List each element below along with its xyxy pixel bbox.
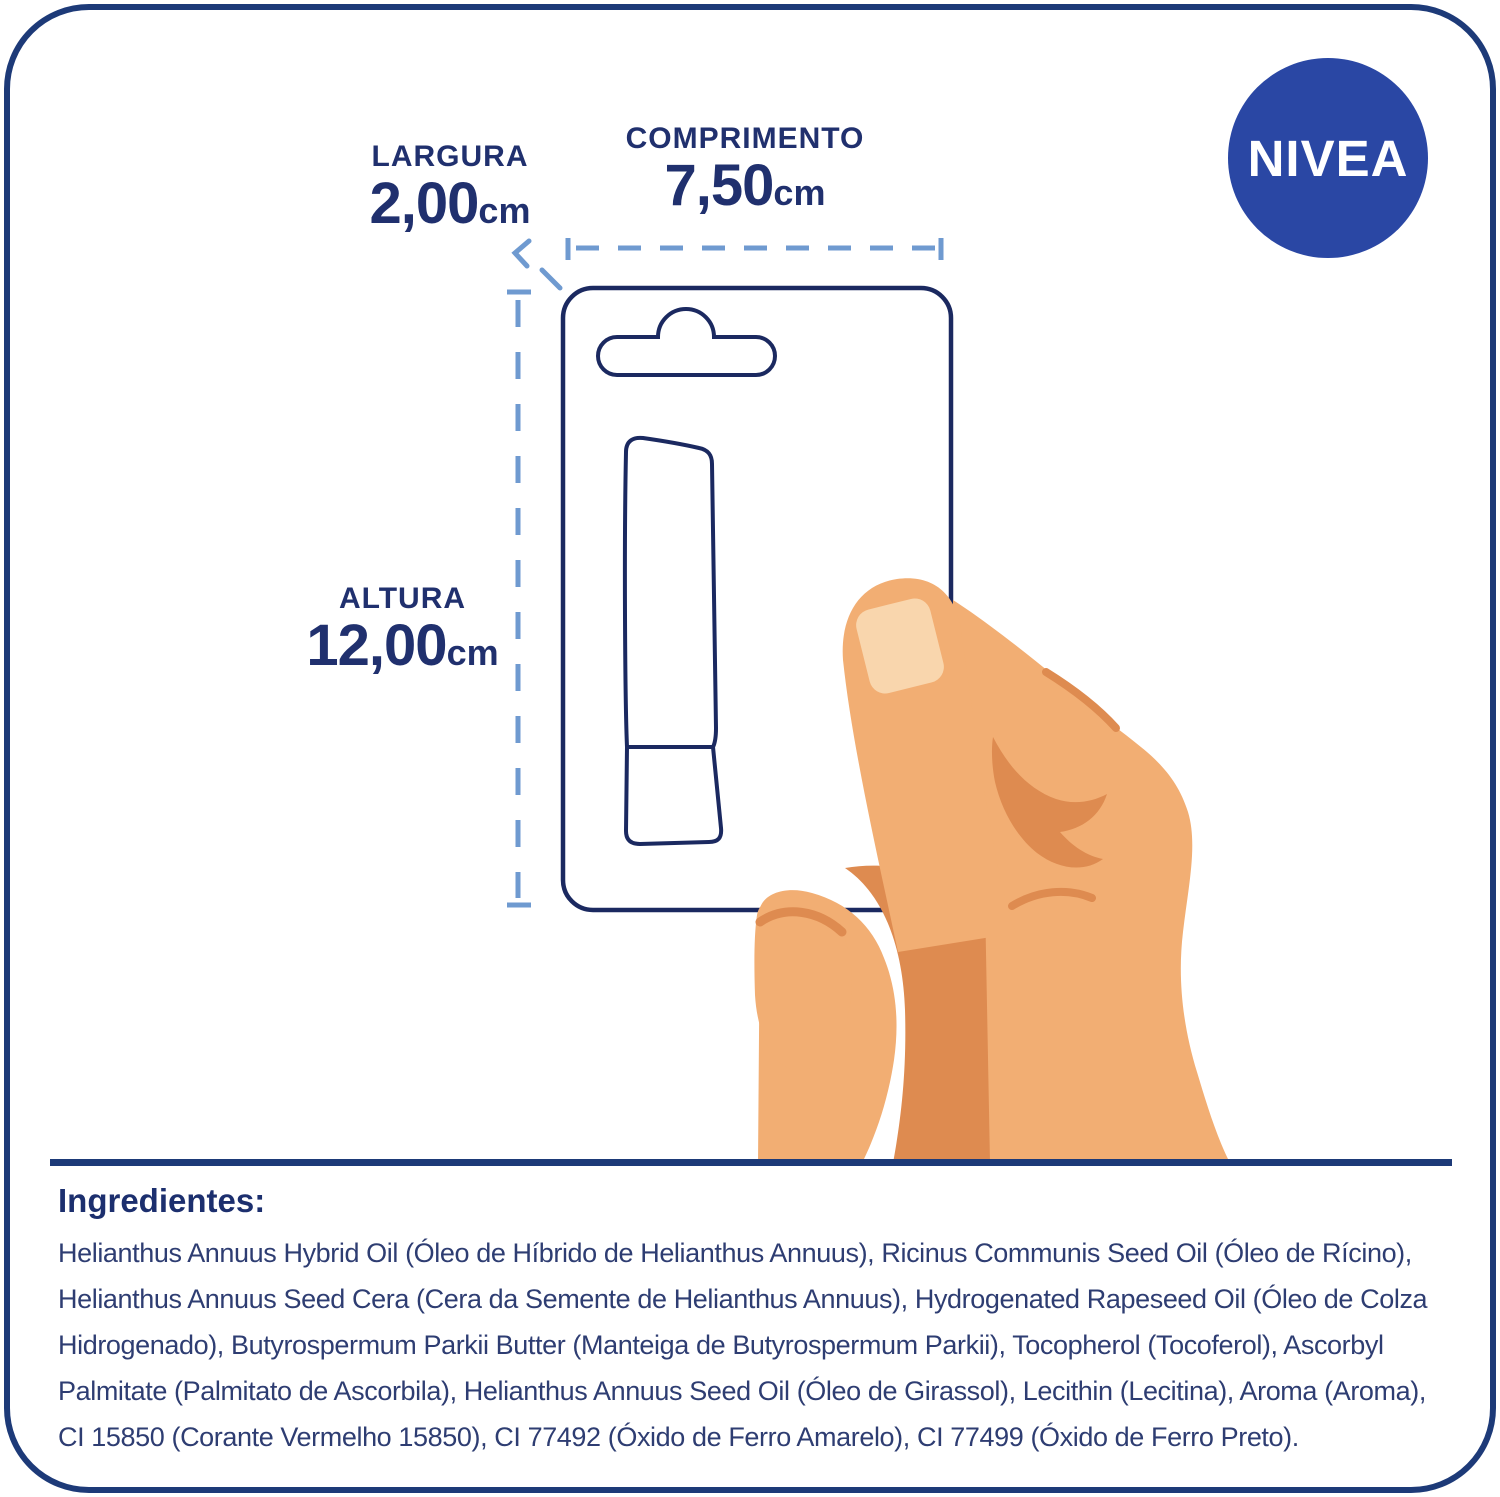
nivea-logo-text: NIVEA xyxy=(1247,129,1409,187)
ingredients-text: Helianthus Annuus Hybrid Oil (Óleo de Híbrido de Helianthus Annuus), Ricinus Communis Seed Oil (Óleo de Rícino), Helianthus Annuus Seed Cera (Cera da Semente de Helianthus Annuus), Hydrogenated Rapeseed Oil (Óleo de Colza Hidrogenado), Butyrospermum Parkii Butter (Manteiga de Butyrospermum Parkii), Tocopherol (Tocoferol), Ascorbyl Palmitate (Palmitato de Ascorbila), Helianthus Annuus Seed Oil (Óleo de Girassol), Lecithin (Lecitina), Aroma (Aroma), CI 15850 (Corante Vermelho 15850), CI 77492 (Óxido de Ferro Amarelo), CI 77499 (Óxido de Ferro Preto). xyxy=(58,1238,1428,1452)
altura-value: 12,00cm xyxy=(306,613,499,678)
largura-title: LARGURA xyxy=(371,140,529,173)
comprimento-title: COMPRIMENTO xyxy=(625,122,865,155)
comprimento-measure-line xyxy=(568,238,941,260)
comprimento-dimension-label xyxy=(570,122,920,217)
largura-value: 2,00cm xyxy=(369,171,531,236)
largura-unit: cm xyxy=(478,190,531,231)
divider-line xyxy=(50,1159,1452,1166)
altura-title: ALTURA xyxy=(338,582,467,615)
ingredients-heading: Ingredientes: xyxy=(58,1182,266,1219)
altura-dimension-label xyxy=(290,582,515,677)
ingredients-section xyxy=(58,1182,1450,1460)
comprimento-value: 7,50cm xyxy=(664,153,826,218)
nivea-logo xyxy=(1228,58,1428,258)
largura-dimension-label xyxy=(345,140,555,235)
largura-depth-measure-line xyxy=(515,241,560,288)
altura-unit: cm xyxy=(446,632,499,673)
tube-outline xyxy=(625,438,721,844)
comprimento-unit: cm xyxy=(773,172,826,213)
